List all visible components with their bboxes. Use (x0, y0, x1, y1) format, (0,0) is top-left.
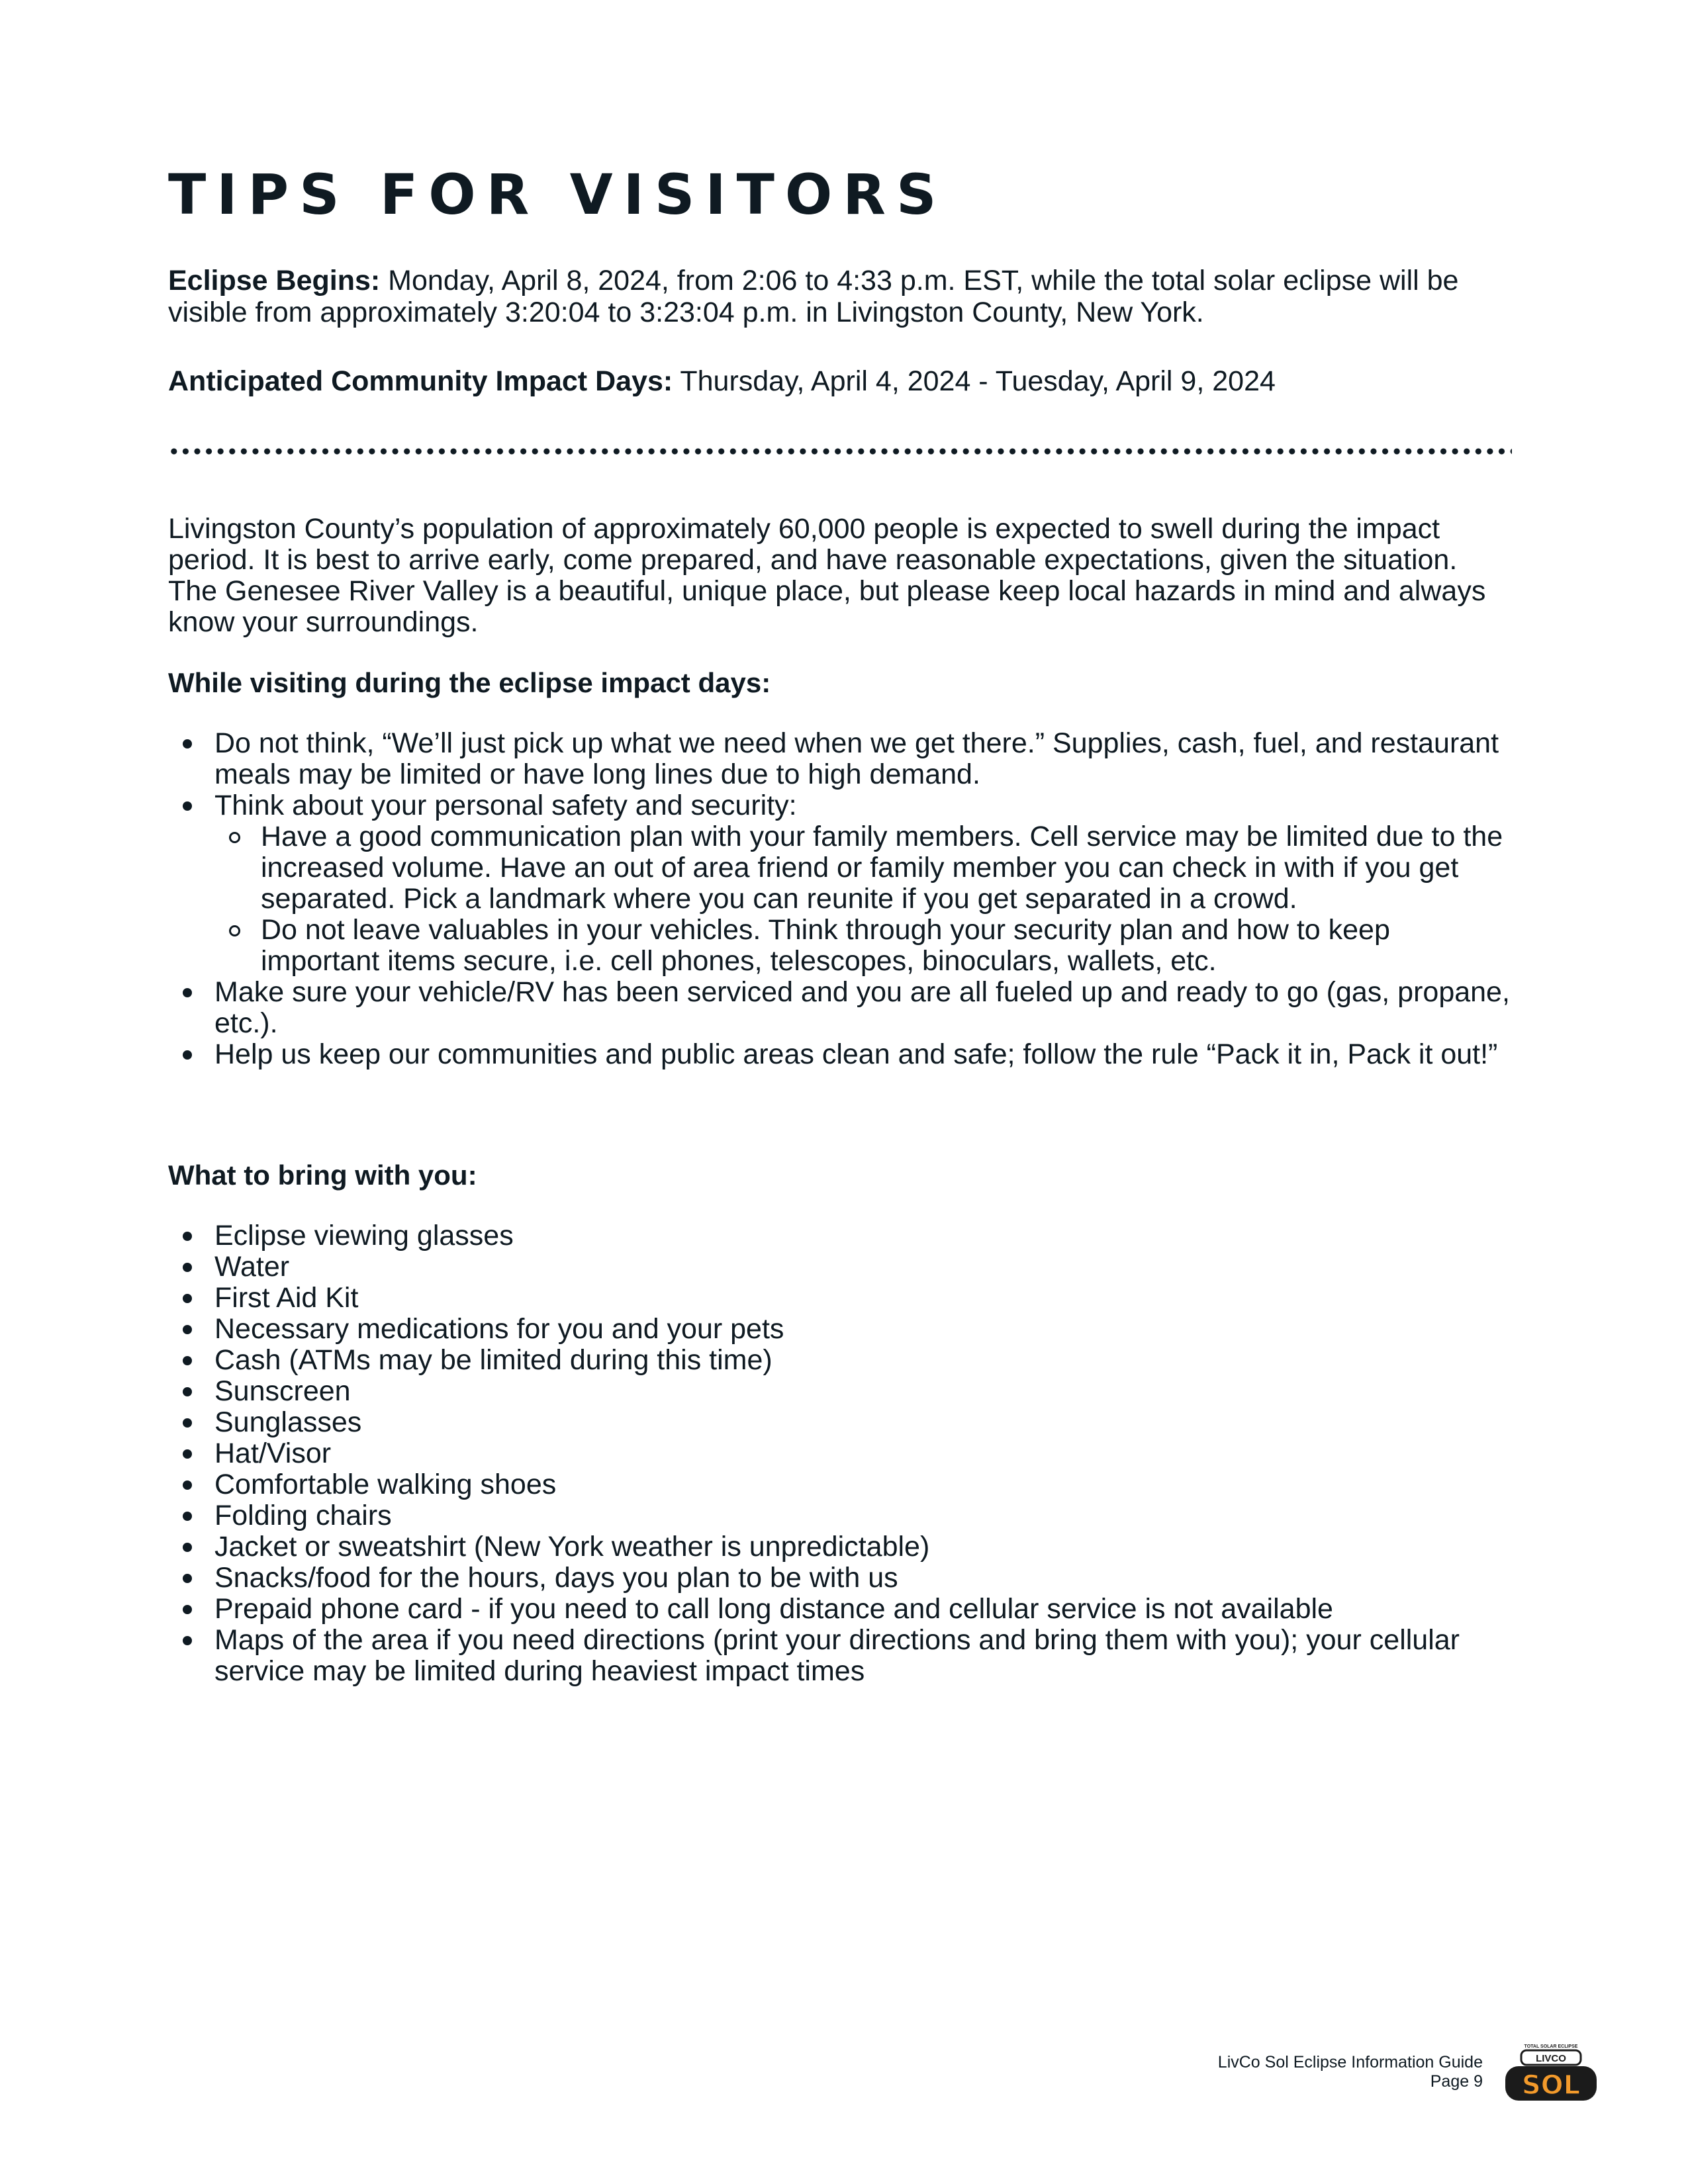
footer-guide-title: LivCo Sol Eclipse Information Guide (1217, 2053, 1483, 2071)
list-item: Jacket or sweatshirt (New York weather is unpredictable) (168, 1531, 1512, 1563)
logo-main-text: SOL (1521, 2070, 1581, 2101)
visiting-heading: While visiting during the eclipse impact days: (168, 667, 771, 698)
list-item: Maps of the area if you need directions (print your directions and bring them with you); your cellular service may be limited during heaviest impact times (168, 1625, 1512, 1687)
eclipse-begins-label: Eclipse Begins: (168, 265, 381, 296)
list-item (168, 790, 1512, 977)
list-item: Make sure your vehicle/RV has been serviced and you are all fueled up and ready to go (gas, propane, etc.). (168, 977, 1512, 1039)
page-footer (1218, 2053, 1483, 2091)
list-item: First Aid Kit (168, 1283, 1512, 1314)
impact-days-text: Thursday, April 4, 2024 - Tuesday, April 9, 2024 (673, 365, 1276, 397)
sub-list-item: Have a good communication plan with your family members. Cell service may be limited due to the increased volume. Have an out of area friend or family member you can check in with if you get separated. Pick a landmark where you can reunite if you get separated in a crowd. (214, 821, 1512, 915)
eclipse-begins-text: Monday, April 8, 2024, from 2:06 to 4:33 p.m. EST, while the total solar eclipse will be visible from approximately 3:20:04 to 3:23:04 p.m. in Livingston County, New York. (168, 265, 1459, 328)
list-item: Eclipse viewing glasses (168, 1220, 1512, 1251)
page-title: TIPS FOR VISITORS (168, 162, 947, 227)
footer-page-number: Page 9 (1430, 2072, 1483, 2091)
livco-sol-logo (1501, 2040, 1601, 2106)
list-item: Help us keep our communities and public areas clean and safe; follow the rule “Pack it in, Pack it out!” (168, 1039, 1512, 1070)
impact-days-label: Anticipated Community Impact Days: (168, 365, 673, 397)
logo-top-text: TOTAL SOLAR ECLIPSE (1524, 2044, 1578, 2049)
eclipse-begins (168, 265, 1512, 328)
list-item: Water (168, 1251, 1512, 1283)
list-item: Hat/Visor (168, 1438, 1512, 1469)
list-item: Folding chairs (168, 1500, 1512, 1531)
list-item: Snacks/food for the hours, days you plan to be with us (168, 1563, 1512, 1594)
list-item: Sunscreen (168, 1376, 1512, 1407)
visiting-list (168, 728, 1512, 1070)
list-item: Prepaid phone card - if you need to call long distance and cellular service is not available (168, 1594, 1512, 1625)
safety-sublist (214, 821, 1512, 977)
logo-middle-text: LIVCO (1536, 2053, 1566, 2064)
list-item-text: Think about your personal safety and security: (214, 790, 797, 821)
list-item: Comfortable walking shoes (168, 1469, 1512, 1500)
bring-heading: What to bring with you: (168, 1160, 477, 1191)
list-item: Cash (ATMs may be limited during this time) (168, 1345, 1512, 1376)
list-item: Necessary medications for you and your pets (168, 1314, 1512, 1345)
intro-paragraph: Livingston County’s population of approximately 60,000 people is expected to swell during the impact period. It is best to arrive early, come prepared, and have reasonable expectations, given the situation. The Genesee River Valley is a beautiful, unique place, but please keep local hazards in mind and always know your surroundings. (168, 513, 1486, 638)
sub-list-item: Do not leave valuables in your vehicles. Think through your security plan and how to keep important items secure, i.e. cell phones, telescopes, binoculars, wallets, etc. (214, 915, 1512, 977)
dotted-divider (168, 447, 1512, 455)
list-item: Sunglasses (168, 1407, 1512, 1438)
list-item: Do not think, “We’ll just pick up what we need when we get there.” Supplies, cash, fuel, and restaurant meals may be limited or have long lines due to high demand. (168, 728, 1512, 790)
bring-list (168, 1220, 1512, 1687)
impact-days (168, 365, 1512, 397)
